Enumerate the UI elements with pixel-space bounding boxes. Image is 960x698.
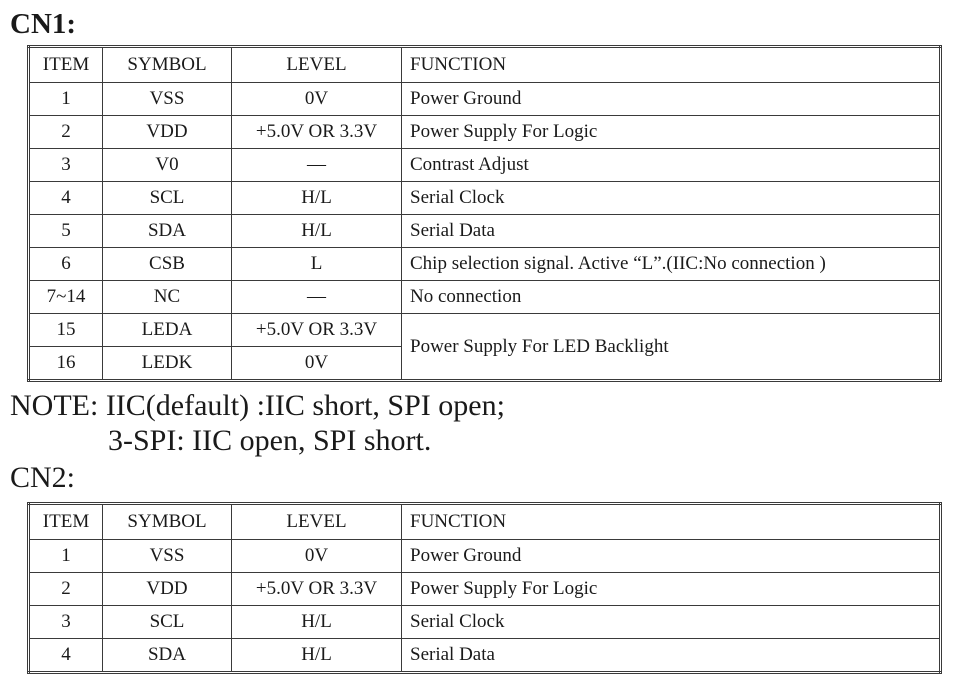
table-row	[29, 182, 941, 215]
cell-level: +5.0V OR 3.3V	[232, 116, 402, 149]
cell-function-merged: Power Supply For LED Backlight	[402, 314, 941, 381]
cell-level: L	[232, 248, 402, 281]
cell-level: —	[232, 281, 402, 314]
cell-symbol: SCL	[103, 182, 232, 215]
table-row	[29, 606, 941, 639]
cell-item: 6	[29, 248, 103, 281]
cell-symbol: SCL	[103, 606, 232, 639]
cell-symbol: VSS	[103, 540, 232, 573]
cell-symbol: CSB	[103, 248, 232, 281]
header-symbol: SYMBOL	[103, 504, 232, 540]
header-symbol: SYMBOL	[103, 47, 232, 83]
table-row	[29, 215, 941, 248]
cell-item: 5	[29, 215, 103, 248]
header-level: LEVEL	[232, 47, 402, 83]
note-line-1: NOTE: IIC(default) :IIC short, SPI open;	[10, 389, 505, 422]
cell-item: 16	[29, 347, 103, 381]
cell-function: Serial Clock	[402, 182, 941, 215]
cell-item: 4	[29, 182, 103, 215]
cell-function: Contrast Adjust	[402, 149, 941, 182]
cell-symbol: VSS	[103, 83, 232, 116]
cell-item: 1	[29, 83, 103, 116]
cell-symbol: NC	[103, 281, 232, 314]
cell-level: +5.0V OR 3.3V	[232, 314, 402, 347]
cell-item: 15	[29, 314, 103, 347]
cn1-title: CN1:	[10, 8, 77, 40]
cell-function: Power Supply For Logic	[402, 573, 941, 606]
cell-symbol: SDA	[103, 639, 232, 673]
cell-level: +5.0V OR 3.3V	[232, 573, 402, 606]
cn1-pin-table	[27, 45, 942, 382]
cell-item: 7~14	[29, 281, 103, 314]
cn2-pin-table	[27, 502, 942, 674]
cell-item: 2	[29, 116, 103, 149]
table-row	[29, 116, 941, 149]
cell-symbol: V0	[103, 149, 232, 182]
note-line-2: 3-SPI: IIC open, SPI short.	[108, 424, 432, 457]
table-row	[29, 540, 941, 573]
cell-level: 0V	[232, 540, 402, 573]
cell-item: 3	[29, 606, 103, 639]
cell-level: H/L	[232, 215, 402, 248]
cell-function: Power Ground	[402, 540, 941, 573]
header-function: FUNCTION	[402, 504, 941, 540]
header-level: LEVEL	[232, 504, 402, 540]
cell-level: 0V	[232, 347, 402, 381]
header-item: ITEM	[29, 504, 103, 540]
cn2-title: CN2:	[10, 461, 76, 494]
cell-function: Serial Data	[402, 639, 941, 673]
table-row	[29, 248, 941, 281]
cell-symbol: VDD	[103, 573, 232, 606]
cell-symbol: LEDA	[103, 314, 232, 347]
cell-level: 0V	[232, 83, 402, 116]
table-row	[29, 639, 941, 673]
cell-item: 4	[29, 639, 103, 673]
cell-function: Power Supply For Logic	[402, 116, 941, 149]
header-function: FUNCTION	[402, 47, 941, 83]
table-row	[29, 573, 941, 606]
cell-level: H/L	[232, 182, 402, 215]
cell-symbol: SDA	[103, 215, 232, 248]
cell-symbol: LEDK	[103, 347, 232, 381]
table-row	[29, 281, 941, 314]
cell-level: H/L	[232, 606, 402, 639]
cell-function: Serial Data	[402, 215, 941, 248]
header-item: ITEM	[29, 47, 103, 83]
cell-level: H/L	[232, 639, 402, 673]
table-header-row	[29, 47, 941, 83]
cell-function: Power Ground	[402, 83, 941, 116]
cell-level: —	[232, 149, 402, 182]
table-header-row	[29, 504, 941, 540]
cell-symbol: VDD	[103, 116, 232, 149]
table-row	[29, 83, 941, 116]
cell-function: No connection	[402, 281, 941, 314]
cell-item: 1	[29, 540, 103, 573]
cell-function: Serial Clock	[402, 606, 941, 639]
table-row	[29, 314, 941, 347]
table-row	[29, 149, 941, 182]
cell-item: 2	[29, 573, 103, 606]
cell-function: Chip selection signal. Active “L”.(IIC:No connection )	[402, 248, 941, 281]
cell-item: 3	[29, 149, 103, 182]
